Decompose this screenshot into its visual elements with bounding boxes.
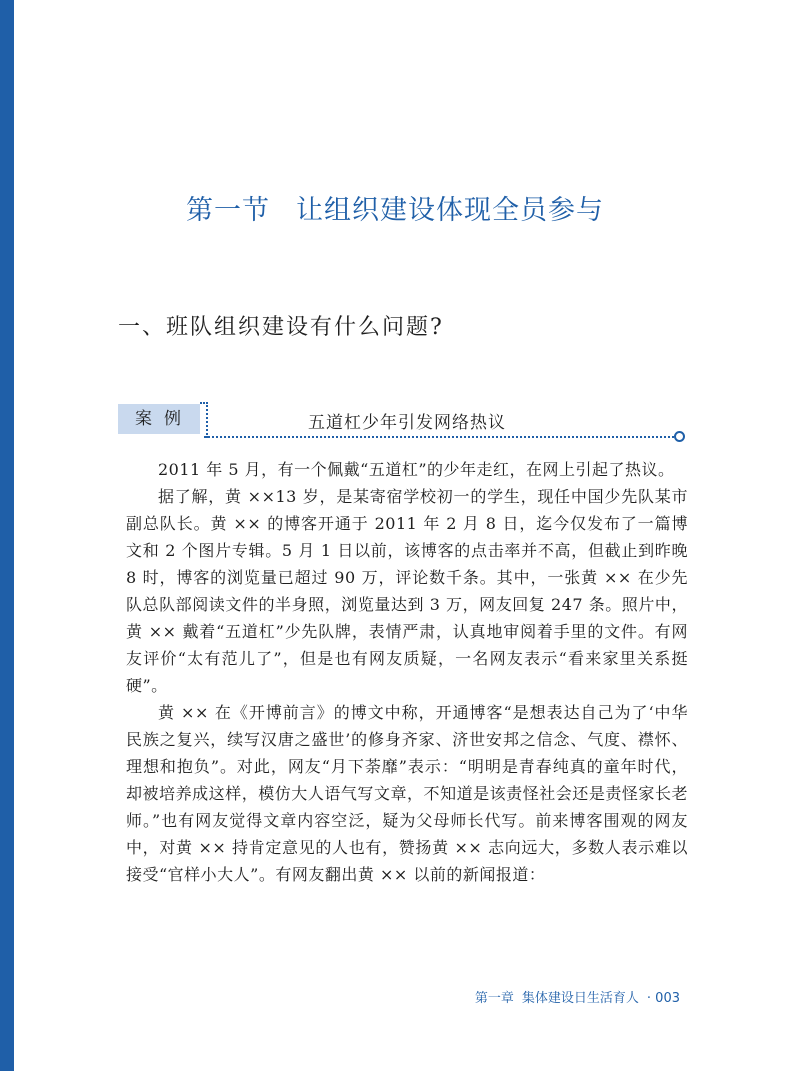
case-header xyxy=(118,402,688,452)
case-bracket-decoration xyxy=(200,402,208,438)
case-label: 案例 xyxy=(118,404,200,434)
footer-chapter-title: 集体建设日生活育人 xyxy=(521,991,639,1006)
section-title xyxy=(0,188,790,227)
section-number: 第一节 xyxy=(186,195,270,226)
paragraph: 2011 年 5 月，有一个佩戴“五道杠”的少年走红，在网上引起了热议。 xyxy=(158,460,675,479)
paragraph: 据了解，黄 ××13 岁，是某寄宿学校初一的学生，现任中国少先队某市副总队长。黄 ×× 的博客开通于 2011 年 2 月 8 日，迄今仅发布了一篇博文和 2 个图片专辑。5 月 1 日以前，该博客的点击率并不高，但截止到昨晚 8 时，博客的浏览量已超过 90 万，评论数千条。其中，一张黄 ×× 在少先队总队部阅读文件的半身照，浏览量达到 3 万，网友回复 247 条。照片中，黄 ×× 戴着“五道杠”少先队牌，表情严肃，认真地审阅着手里的文件。有网友评价“太有范儿了”，但是也有网友质疑，一名网友表示“看来家里关系挺硬”。 xyxy=(126,487,688,695)
left-edge-bar xyxy=(0,0,14,1071)
case-end-circle-icon xyxy=(674,431,685,442)
page-number: · 003 xyxy=(646,991,680,1006)
subheading: 一、班队组织建设有什么问题? xyxy=(118,315,444,340)
paragraph: 黄 ×× 在《开博前言》的博文中称，开通博客“是想表达自己为了‘中华民族之复兴，续写汉唐之盛世’的修身齐家、济世安邦之信念、气度、襟怀、理想和抱负”。对此，网友“月下荼靡”表示：“明明是青春纯真的童年时代，却被培养成这样，模仿大人语气写文章，不知道是该责怪社会还是责怪家长老师。”也有网友觉得文章内容空泛，疑为父母师长代写。前来博客围观的网友中，对黄 ×× 持肯定意见的人也有，赞扬黄 ×× 志向远大，多数人表示难以接受“官样小大人”。有网友翻出黄 ×× 以前的新闻报道： xyxy=(126,703,688,884)
case-dotted-rule xyxy=(204,436,674,438)
page-footer xyxy=(467,987,680,1006)
case-body xyxy=(126,456,688,888)
footer-chapter: 第一章 xyxy=(474,991,514,1006)
section-title-text: 让组织建设体现全员参与 xyxy=(296,195,604,226)
case-title: 五道杠少年引发网络热议 xyxy=(308,413,506,433)
